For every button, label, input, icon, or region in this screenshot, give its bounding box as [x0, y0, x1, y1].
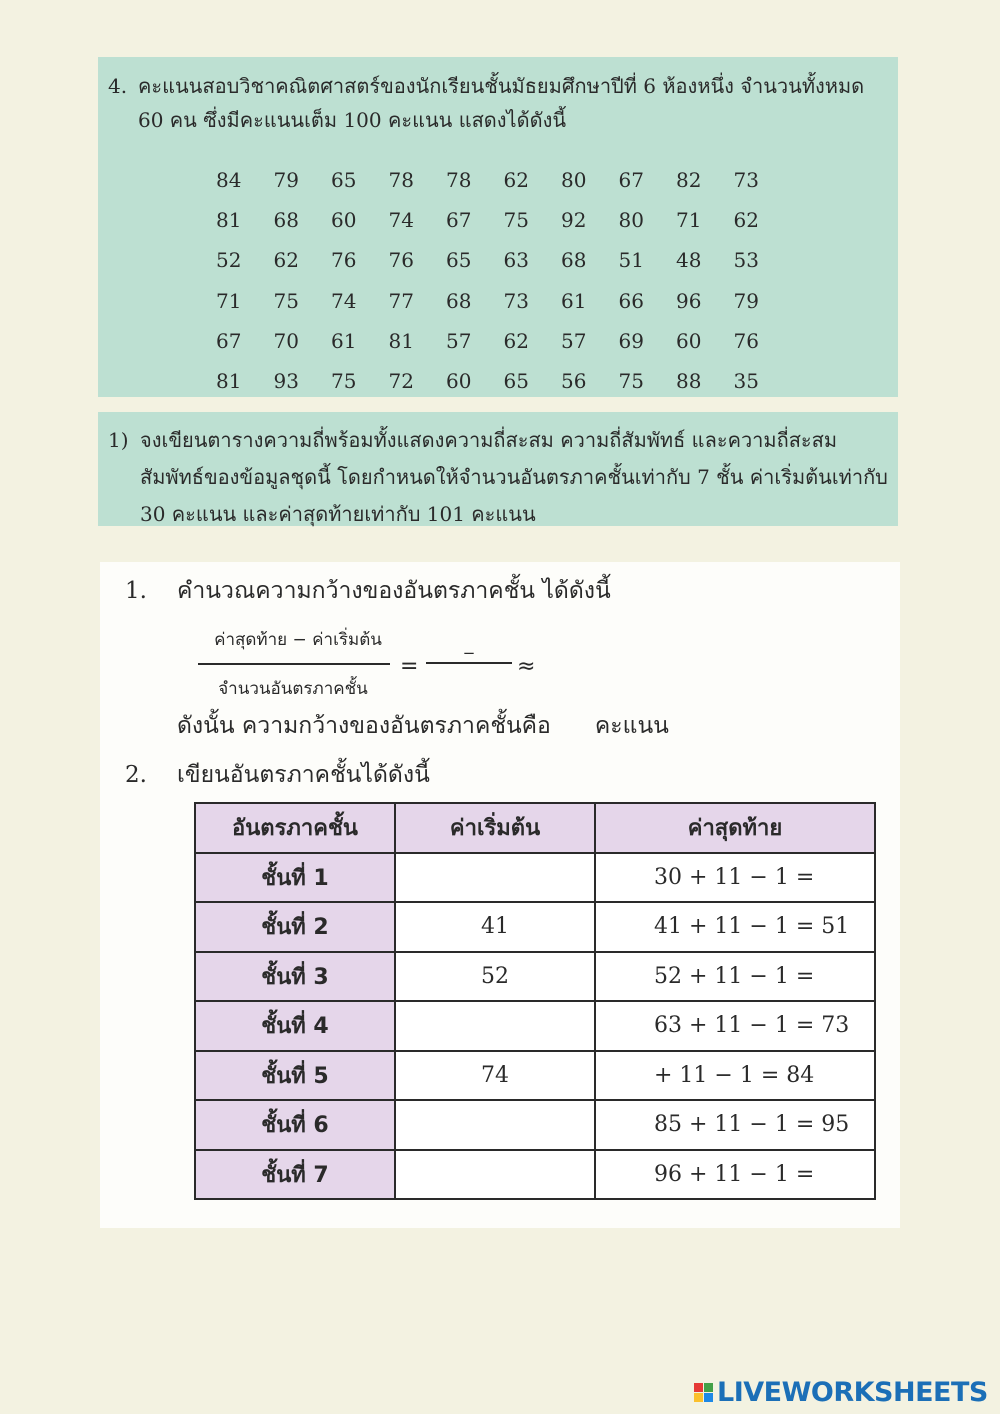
start-value-cell[interactable]	[395, 1100, 595, 1150]
score-value: 81	[388, 328, 414, 353]
score-value: 71	[676, 208, 702, 233]
score-value: 75	[273, 288, 299, 313]
logo-square	[694, 1383, 703, 1392]
answer-minus: _	[464, 634, 474, 655]
score-value: 76	[733, 328, 759, 353]
score-value: 75	[331, 368, 357, 393]
start-value-cell: 74	[395, 1051, 595, 1101]
end-value-cell: 52 + 11 − 1 =	[595, 952, 875, 1002]
score-value: 81	[216, 368, 242, 393]
class-label: ชั้นที่ 5	[195, 1051, 395, 1101]
logo-square	[704, 1383, 713, 1392]
score-value: 73	[503, 288, 529, 313]
score-value: 62	[733, 208, 759, 233]
score-value: 56	[561, 368, 587, 393]
score-value: 65	[331, 168, 357, 192]
end-value-cell: + 11 − 1 = 84	[595, 1051, 875, 1101]
score-value: 68	[273, 208, 299, 233]
score-value: 93	[273, 368, 299, 393]
end-value-cell: 63 + 11 − 1 = 73	[595, 1001, 875, 1051]
header-end: ค่าสุดท้าย	[595, 803, 875, 853]
question-number: 1)	[108, 428, 129, 452]
score-value: 75	[503, 208, 529, 233]
score-value: 53	[733, 248, 759, 273]
width-answer-line	[177, 708, 669, 744]
answer-fraction-blank[interactable]	[426, 636, 512, 664]
table-row	[195, 902, 875, 952]
score-value: 51	[618, 248, 644, 273]
score-value: 92	[561, 208, 587, 233]
table-row	[195, 1150, 875, 1200]
score-value: 57	[561, 328, 587, 353]
score-value: 61	[561, 288, 587, 313]
score-value: 62	[503, 328, 529, 353]
logo-icon	[694, 1383, 713, 1402]
formula-bar	[198, 663, 390, 665]
score-value: 62	[273, 248, 299, 273]
start-value-cell[interactable]	[395, 1150, 595, 1200]
score-value: 67	[216, 328, 242, 353]
class-label: ชั้นที่ 2	[195, 902, 395, 952]
question-box	[98, 412, 898, 526]
logo-text: LIVEWORKSHEETS	[717, 1377, 988, 1408]
start-value-cell: 52	[395, 952, 595, 1002]
liveworksheets-logo	[694, 1377, 988, 1408]
score-value: 72	[388, 368, 414, 393]
problem-line-1: คะแนนสอบวิชาคณิตศาสตร์ของนักเรียนชั้นมัธยมศึกษาปีที่ 6 ห้องหนึ่ง จำนวนทั้งหมด	[138, 74, 865, 98]
score-value: 57	[446, 328, 472, 353]
score-value: 67	[446, 208, 472, 233]
step-2-text: เขียนอันตรภาคชั้นได้ดังนี้	[177, 762, 430, 788]
question-statement	[108, 422, 898, 533]
table-row	[195, 853, 875, 903]
score-value: 71	[216, 288, 242, 313]
formula-numerator: ค่าสุดท้าย − ค่าเริ่มต้น	[214, 630, 382, 650]
table-row	[195, 1001, 875, 1051]
score-value: 60	[446, 368, 472, 393]
problem-statement	[108, 69, 898, 137]
score-value: 77	[388, 288, 414, 313]
score-value: 63	[503, 248, 529, 273]
logo-square	[694, 1393, 703, 1402]
score-value: 61	[331, 328, 357, 353]
problem-line-2: 60 คน ซึ่งมีคะแนนเต็ม 100 คะแนน แสดงได้ดังนี้	[138, 108, 567, 132]
width-text: ดังนั้น ความกว้างของอันตรภาคชั้นคือ	[177, 713, 551, 739]
table-header-row	[195, 803, 875, 853]
formula-denominator: จำนวนอันตรภาคชั้น	[218, 679, 368, 699]
step-1-number: 1.	[125, 578, 147, 604]
score-value: 76	[388, 248, 414, 273]
question-line-1: จงเขียนตารางความถี่พร้อมทั้งแสดงความถี่สะสม ความถี่สัมพัทธ์ และความถี่สะสม	[140, 428, 838, 452]
step-2	[125, 758, 430, 792]
score-value: 68	[446, 288, 472, 313]
score-value: 65	[503, 368, 529, 393]
width-unit: คะแนน	[594, 713, 669, 739]
class-label: ชั้นที่ 3	[195, 952, 395, 1002]
score-value: 81	[216, 208, 242, 233]
score-value: 67	[618, 168, 644, 192]
question-line-2: สัมพัทธ์ของข้อมูลชุดนี้ โดยกำหนดให้จำนวนอันตรภาคชั้นเท่ากับ 7 ชั้น ค่าเริ่มต้นเท่ากับ	[140, 465, 888, 489]
end-value-cell: 41 + 11 − 1 = 51	[595, 902, 875, 952]
score-value: 74	[331, 288, 357, 313]
score-value: 70	[273, 328, 299, 353]
score-value: 48	[676, 248, 702, 273]
start-value-cell[interactable]	[395, 853, 595, 903]
score-value: 35	[733, 368, 759, 393]
logo-square	[704, 1393, 713, 1402]
step-2-number: 2.	[125, 762, 147, 788]
score-value: 75	[618, 368, 644, 393]
score-value: 78	[388, 168, 414, 192]
step-1	[125, 574, 611, 608]
class-label: ชั้นที่ 7	[195, 1150, 395, 1200]
header-class: อันตรภาคชั้น	[195, 803, 395, 853]
table-row	[195, 1051, 875, 1101]
score-value: 62	[503, 168, 529, 192]
approx-sign: ≈	[517, 654, 536, 679]
score-value: 88	[676, 368, 702, 393]
table-row	[195, 952, 875, 1002]
class-interval-table	[194, 802, 876, 1200]
score-value: 82	[676, 168, 702, 192]
score-value: 52	[216, 248, 242, 273]
score-value: 69	[618, 328, 644, 353]
score-value: 68	[561, 248, 587, 273]
answer-fraction-bar	[426, 662, 512, 664]
end-value-cell: 85 + 11 − 1 = 95	[595, 1100, 875, 1150]
end-value-cell: 96 + 11 − 1 =	[595, 1150, 875, 1200]
question-line-3: 30 คะแนน และค่าสุดท้ายเท่ากับ 101 คะแนน	[140, 502, 536, 526]
score-value: 74	[388, 208, 414, 233]
end-value-cell: 30 + 11 − 1 =	[595, 853, 875, 903]
class-label: ชั้นที่ 4	[195, 1001, 395, 1051]
score-value: 76	[331, 248, 357, 273]
score-value: 79	[273, 168, 299, 192]
score-value: 80	[561, 168, 587, 192]
start-value-cell: 41	[395, 902, 595, 952]
equals-sign: =	[400, 654, 419, 679]
score-value: 66	[618, 288, 644, 313]
score-value: 79	[733, 288, 759, 313]
score-value: 78	[446, 168, 472, 192]
problem-box	[98, 57, 898, 397]
header-start: ค่าเริ่มต้น	[395, 803, 595, 853]
score-value: 60	[331, 208, 357, 233]
class-label: ชั้นที่ 1	[195, 853, 395, 903]
class-label: ชั้นที่ 6	[195, 1100, 395, 1150]
score-value: 60	[676, 328, 702, 353]
start-value-cell[interactable]	[395, 1001, 595, 1051]
score-value: 84	[216, 168, 242, 192]
problem-number: 4.	[108, 74, 128, 98]
score-value: 65	[446, 248, 472, 273]
step-1-text: คำนวณความกว้างของอันตรภาคชั้น ได้ดังนี้	[177, 578, 611, 604]
score-value: 80	[618, 208, 644, 233]
score-value: 96	[676, 288, 702, 313]
score-grid	[216, 160, 791, 401]
score-value: 73	[733, 168, 759, 192]
table-row	[195, 1100, 875, 1150]
solution-box	[100, 562, 900, 1228]
